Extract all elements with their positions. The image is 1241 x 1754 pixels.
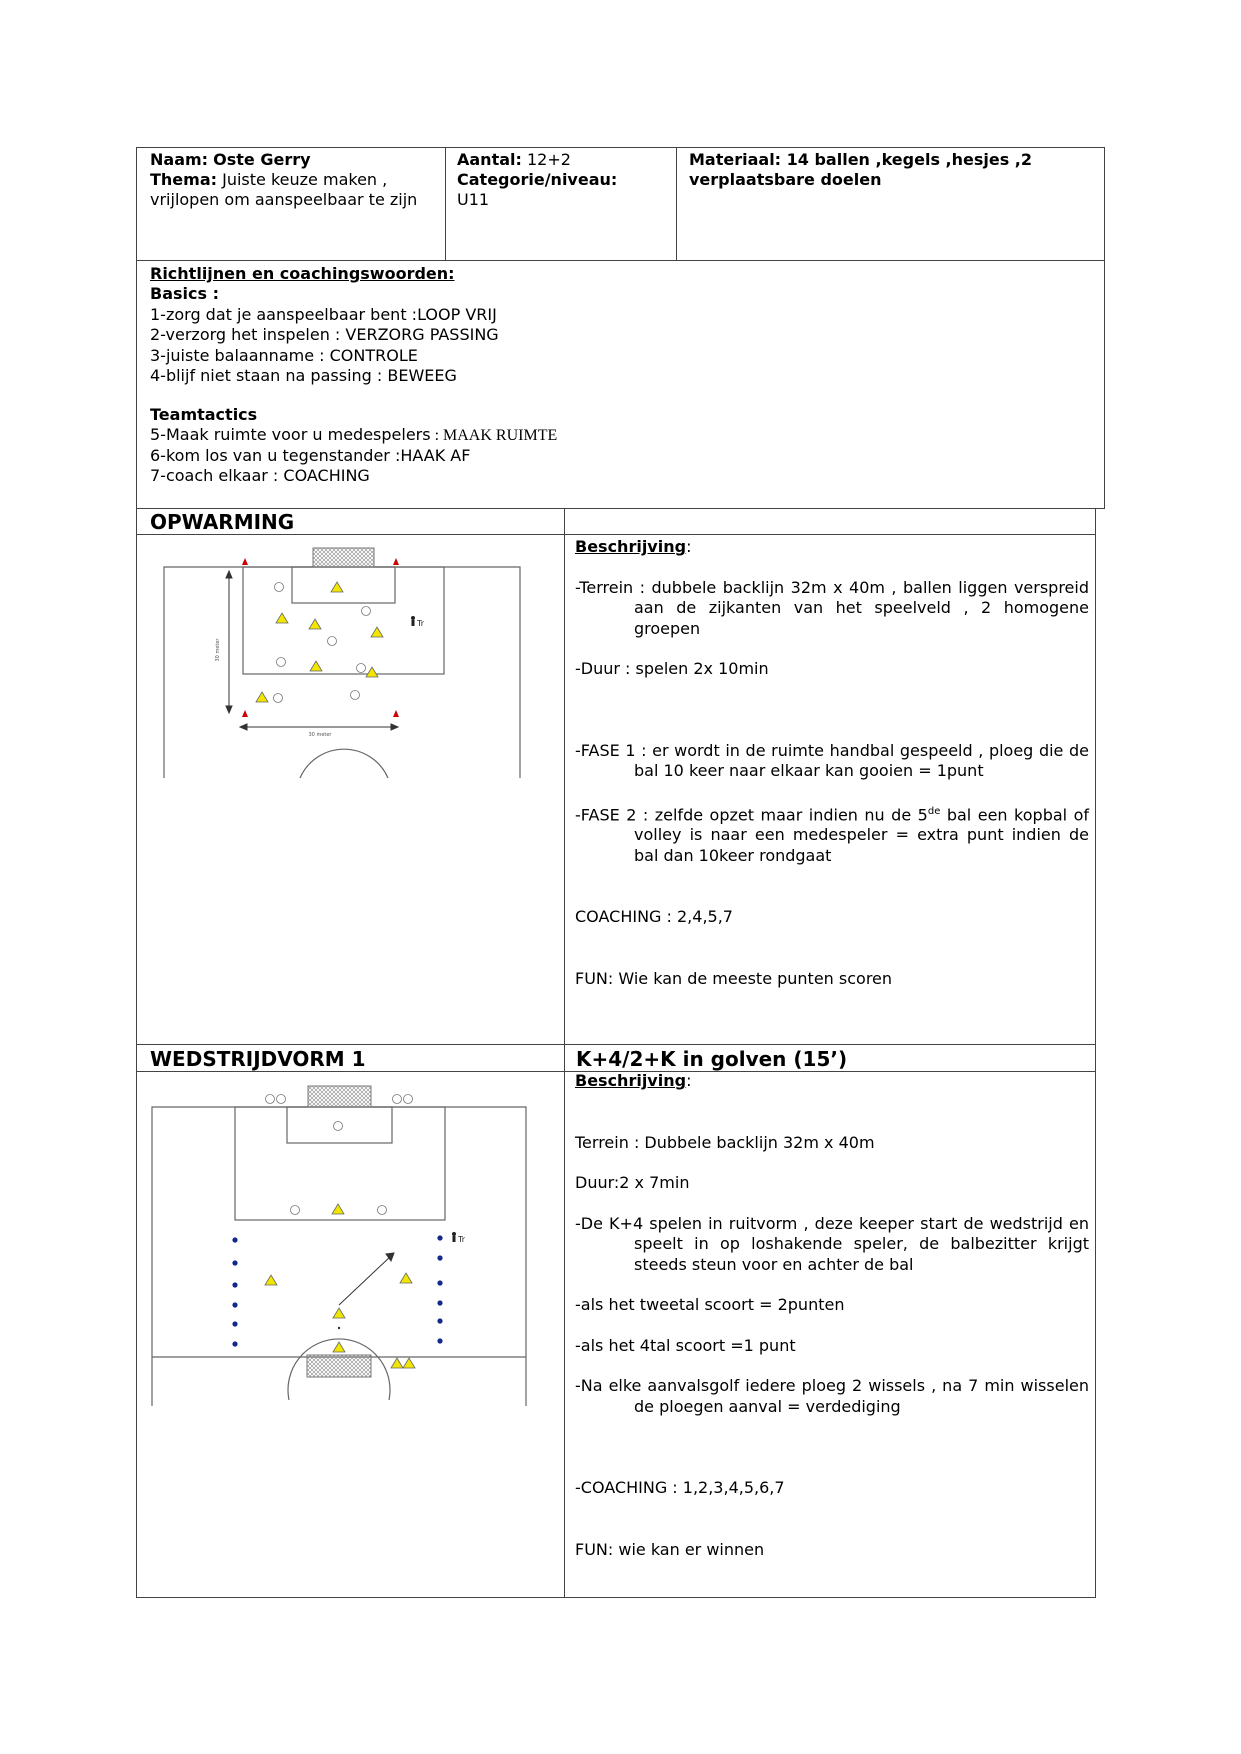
categorie-value: U11	[457, 190, 490, 209]
thema-line	[150, 170, 387, 191]
wedstrijdvorm-title: WEDSTRIJDVORM 1	[150, 1047, 366, 1071]
categorie-label: Categorie/niveau:	[457, 170, 618, 189]
wedstrijdvorm-subtitle: K+4/2+K in golven (15’)	[576, 1047, 848, 1071]
opwarming-duur: -Duur : spelen 2x 10min	[575, 659, 769, 678]
thema-label: Thema:	[150, 170, 218, 189]
naam-line	[150, 150, 311, 171]
wedstrijdvorm-na: -Na elke aanvalsgolf iedere ploeg 2 wissels , na 7 min wisselen de ploegen aanval = verdediging	[575, 1376, 1089, 1416]
basics-item-2: 2-verzorg het inspelen : VERZORG PASSING	[150, 325, 499, 344]
thema-value-2: vrijlopen om aanspeelbaar te zijn	[150, 190, 418, 209]
wedstrijdvorm-desc-label: Beschrijving	[575, 1071, 687, 1090]
aantal-line	[457, 150, 571, 171]
wedstrijdvorm-col-divider	[564, 1044, 565, 1598]
opwarming-coaching: COACHING : 2,4,5,7	[575, 907, 733, 927]
thema-value-1: Juiste keuze maken ,	[222, 170, 388, 189]
opwarming-description: Beschrijving: -Terrein : dubbele backlijn 32m x 40m , ballen liggen verspreid aan de zijkanten van het speelveld , 2 homogene groepen -Duur : spelen 2x 10min -FASE 1 : er wordt in de ruimte handbal gespeeld , ploeg die de bal 10 keer naar elkaar kan gooien = 1punt -FASE 2 : zelfde opzet maar indien nu de 5de bal een kopbal of volley is naar een medespeler = extra punt indien de bal dan 10keer rondgaat COACHING : 2,4,5,7 FUN: Wie kan de meeste punten scoren	[575, 537, 1090, 988]
wedstrijdvorm-description: Beschrijving: Terrein : Dubbele backlijn 32m x 40m Duur:2 x 7min -De K+4 spelen in ruitvorm , deze keeper start de wedstrijd en speelt in op loshakende speler, de balbezitter krijgt steeds steun voor en achter de bal -als het tweetal scoort = 2punten -als het 4tal scoort =1 punt -Na elke aanvalsgolf iedere ploeg 2 wissels , na 7 min wisselen de ploegen aanval = verdediging -COACHING : 1,2,3,4,5,6,7 FUN: wie kan er winnen	[575, 1071, 1089, 1559]
team-item-6: 6-kom los van u tegenstander :HAAK AF	[150, 446, 471, 465]
fase2-sup: de	[927, 805, 941, 817]
trainer-icon	[452, 1232, 466, 1244]
team-item-5	[150, 425, 557, 447]
opwarming-terrein: -Terrein : dubbele backlijn 32m x 40m , ballen liggen verspreid aan de zijkanten van het speelveld , 2 homogene groepen	[575, 577, 1089, 638]
wedstrijdvorm-diagram	[146, 1080, 536, 1406]
white-team-players	[291, 1122, 387, 1215]
team-item-5-b: : MAAK RUIMTE	[430, 427, 558, 444]
boundary-markers	[232, 1235, 442, 1346]
basics-item-1: 1-zorg dat je aanspeelbaar bent :LOOP VRIJ	[150, 305, 497, 324]
opwarming-col-divider	[564, 508, 565, 1045]
naam-value: Oste Gerry	[213, 150, 311, 169]
wedstrijdvorm-fun: FUN: wie kan er winnen	[575, 1539, 765, 1559]
header-divider-2	[676, 147, 677, 261]
materiaal-line-1: Materiaal: 14 ballen ,kegels ,hesjes ,2	[689, 150, 1033, 169]
materiaal-line-2: verplaatsbare doelen	[689, 170, 882, 189]
opwarming-fun: FUN: Wie kan de meeste punten scoren	[575, 968, 893, 988]
header-divider-1	[445, 147, 446, 261]
basics-item-3: 3-juiste balaanname : CONTROLE	[150, 346, 418, 365]
field-lines	[164, 567, 520, 778]
aantal-label: Aantal:	[457, 150, 522, 169]
fase2-b: bal een kopbal of volley is naar een medespeler = extra punt indien de bal dan 10keer rondgaat	[634, 804, 1090, 865]
kickoff-spot	[338, 1327, 340, 1329]
pass-arrow	[339, 1253, 394, 1305]
opwarming-title: OPWARMING	[150, 510, 295, 534]
naam-label: Naam:	[150, 150, 209, 169]
opwarming-fase2	[575, 802, 1089, 867]
yellow-team-players	[265, 1204, 415, 1368]
basics-title: Basics :	[150, 284, 219, 303]
wedstrijdvorm-tweetal: -als het tweetal scoort = 2punten	[575, 1295, 845, 1314]
team-item-5-a: 5-Maak ruimte voor u medespelers	[150, 425, 431, 444]
trainer-label: Tr	[417, 619, 424, 628]
wedstrijdvorm-k4: -De K+4 spelen in ruitvorm , deze keeper start de wedstrijd en speelt in op loshakende speler, de balbezitter krijgt steeds steun voor en achter de bal	[575, 1213, 1089, 1274]
wedstrijdvorm-viertal: -als het 4tal scoort =1 punt	[575, 1335, 796, 1355]
team-item-7: 7-coach elkaar : COACHING	[150, 466, 370, 485]
dimension-arrows	[226, 571, 398, 730]
team-b-players	[274, 583, 371, 703]
wedstrijdvorm-terrein: Terrein : Dubbele backlijn 32m x 40m	[575, 1132, 875, 1152]
bottom-goal-net	[307, 1355, 371, 1377]
opwarming-fase1: -FASE 1 : er wordt in de ruimte handbal gespeeld , ploeg die de bal 10 keer naar elkaar kan gooien = 1punt	[575, 740, 1089, 780]
wedstrijdvorm-coaching: -COACHING : 1,2,3,4,5,6,7	[575, 1478, 785, 1497]
diagram-hlabel: 30 meter	[308, 732, 332, 738]
trainer-label: Tr	[458, 1235, 465, 1244]
wedstrijdvorm-duur: Duur:2 x 7min	[575, 1173, 690, 1192]
cone-markers	[242, 558, 399, 717]
opwarming-diagram	[156, 540, 528, 780]
goal-net	[313, 548, 374, 567]
team-a-players	[256, 582, 383, 702]
fase2-a: -FASE 2 : zelfde opzet maar indien nu de 5	[575, 804, 928, 824]
diagram-vlabel: 30 meter	[215, 638, 221, 662]
aantal-value: 12+2	[527, 150, 571, 169]
basics-item-4: 4-blijf niet staan na passing : BEWEEG	[150, 366, 457, 385]
guidelines-title: Richtlijnen en coachingswoorden:	[150, 264, 455, 283]
opwarming-desc-label: Beschrijving	[575, 537, 687, 556]
team-title: Teamtactics	[150, 405, 258, 424]
top-goal-net	[308, 1086, 371, 1107]
trainer-icon	[411, 616, 425, 628]
